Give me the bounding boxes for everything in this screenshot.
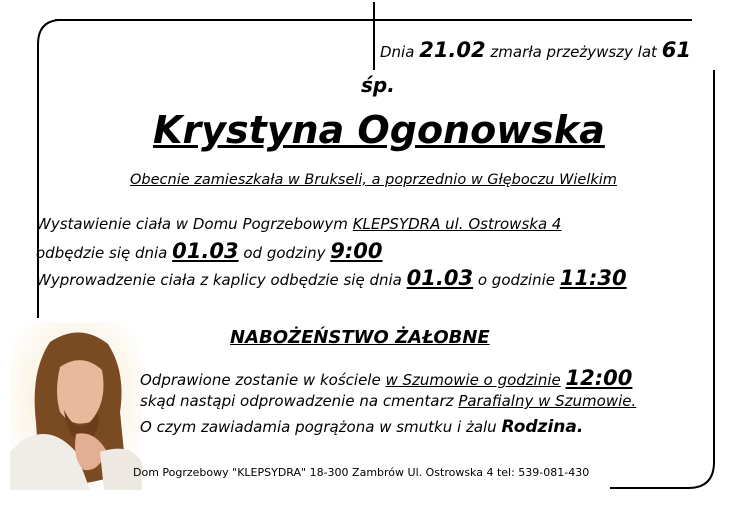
notice-text: O czym zawiadamia pogrążona w smutku i żalu — [140, 418, 497, 436]
top-border-right — [398, 19, 692, 21]
viewing-text: Wystawienie ciała w Domu Pogrzebowym — [36, 215, 348, 233]
service-text: Odprawione zostanie w kościele — [140, 371, 381, 389]
viewing-date: 01.03 — [172, 239, 239, 263]
departure-time: 11:30 — [559, 266, 627, 290]
service-heading: NABOŻEŃSTWO ŻAŁOBNE — [230, 327, 490, 348]
cemetery-place: Parafialny w Szumowie. — [458, 392, 637, 410]
family: Rodzina. — [501, 417, 584, 437]
right-border — [670, 0, 750, 506]
footer: Dom Pogrzebowy "KLEPSYDRA" 18-300 Zambrów Ul. Ostrowska 4 tel: 539-081-430 — [133, 466, 590, 479]
death-middle: zmarła przeżywszy lat — [490, 43, 657, 61]
departure-time-text: o godzinie — [477, 271, 555, 289]
service-time: 12:00 — [565, 366, 633, 390]
top-border-left — [55, 19, 350, 21]
bottom-border — [610, 487, 685, 489]
viewing-line-2 — [36, 239, 383, 263]
service-line-1 — [140, 366, 632, 390]
viewing-place: KLEPSYDRA ul. Ostrowska 4 — [352, 215, 562, 233]
residence: Obecnie zamieszkała w Brukseli, a poprzednio w Głęboczu Wielkim — [130, 172, 617, 188]
viewing-time: 9:00 — [330, 239, 383, 263]
viewing-time-text: od godziny — [243, 244, 326, 262]
service-line-2 — [140, 392, 636, 410]
viewing-line-1 — [36, 215, 561, 233]
departure-text: Wyprowadzenie ciała z kaplicy odbędzie się dnia — [36, 271, 402, 289]
service-line-3 — [140, 417, 583, 437]
cemetery-text: skąd nastąpi odprowadzenie na cmentarz — [140, 392, 454, 410]
viewing-line-3 — [36, 266, 627, 290]
service-place: w Szumowie o godzinie — [385, 371, 561, 389]
honorific: śp. — [361, 73, 395, 97]
death-info — [380, 38, 691, 62]
departure-date: 01.03 — [406, 266, 474, 290]
death-age: 61 — [661, 38, 691, 62]
deceased-name: Krystyna Ogonowska — [153, 108, 605, 152]
praying-figure-image — [10, 322, 142, 490]
death-date: 21.02 — [419, 38, 486, 62]
viewing-date-text: odbędzie się dnia — [36, 244, 168, 262]
death-prefix: Dnia — [380, 43, 415, 61]
